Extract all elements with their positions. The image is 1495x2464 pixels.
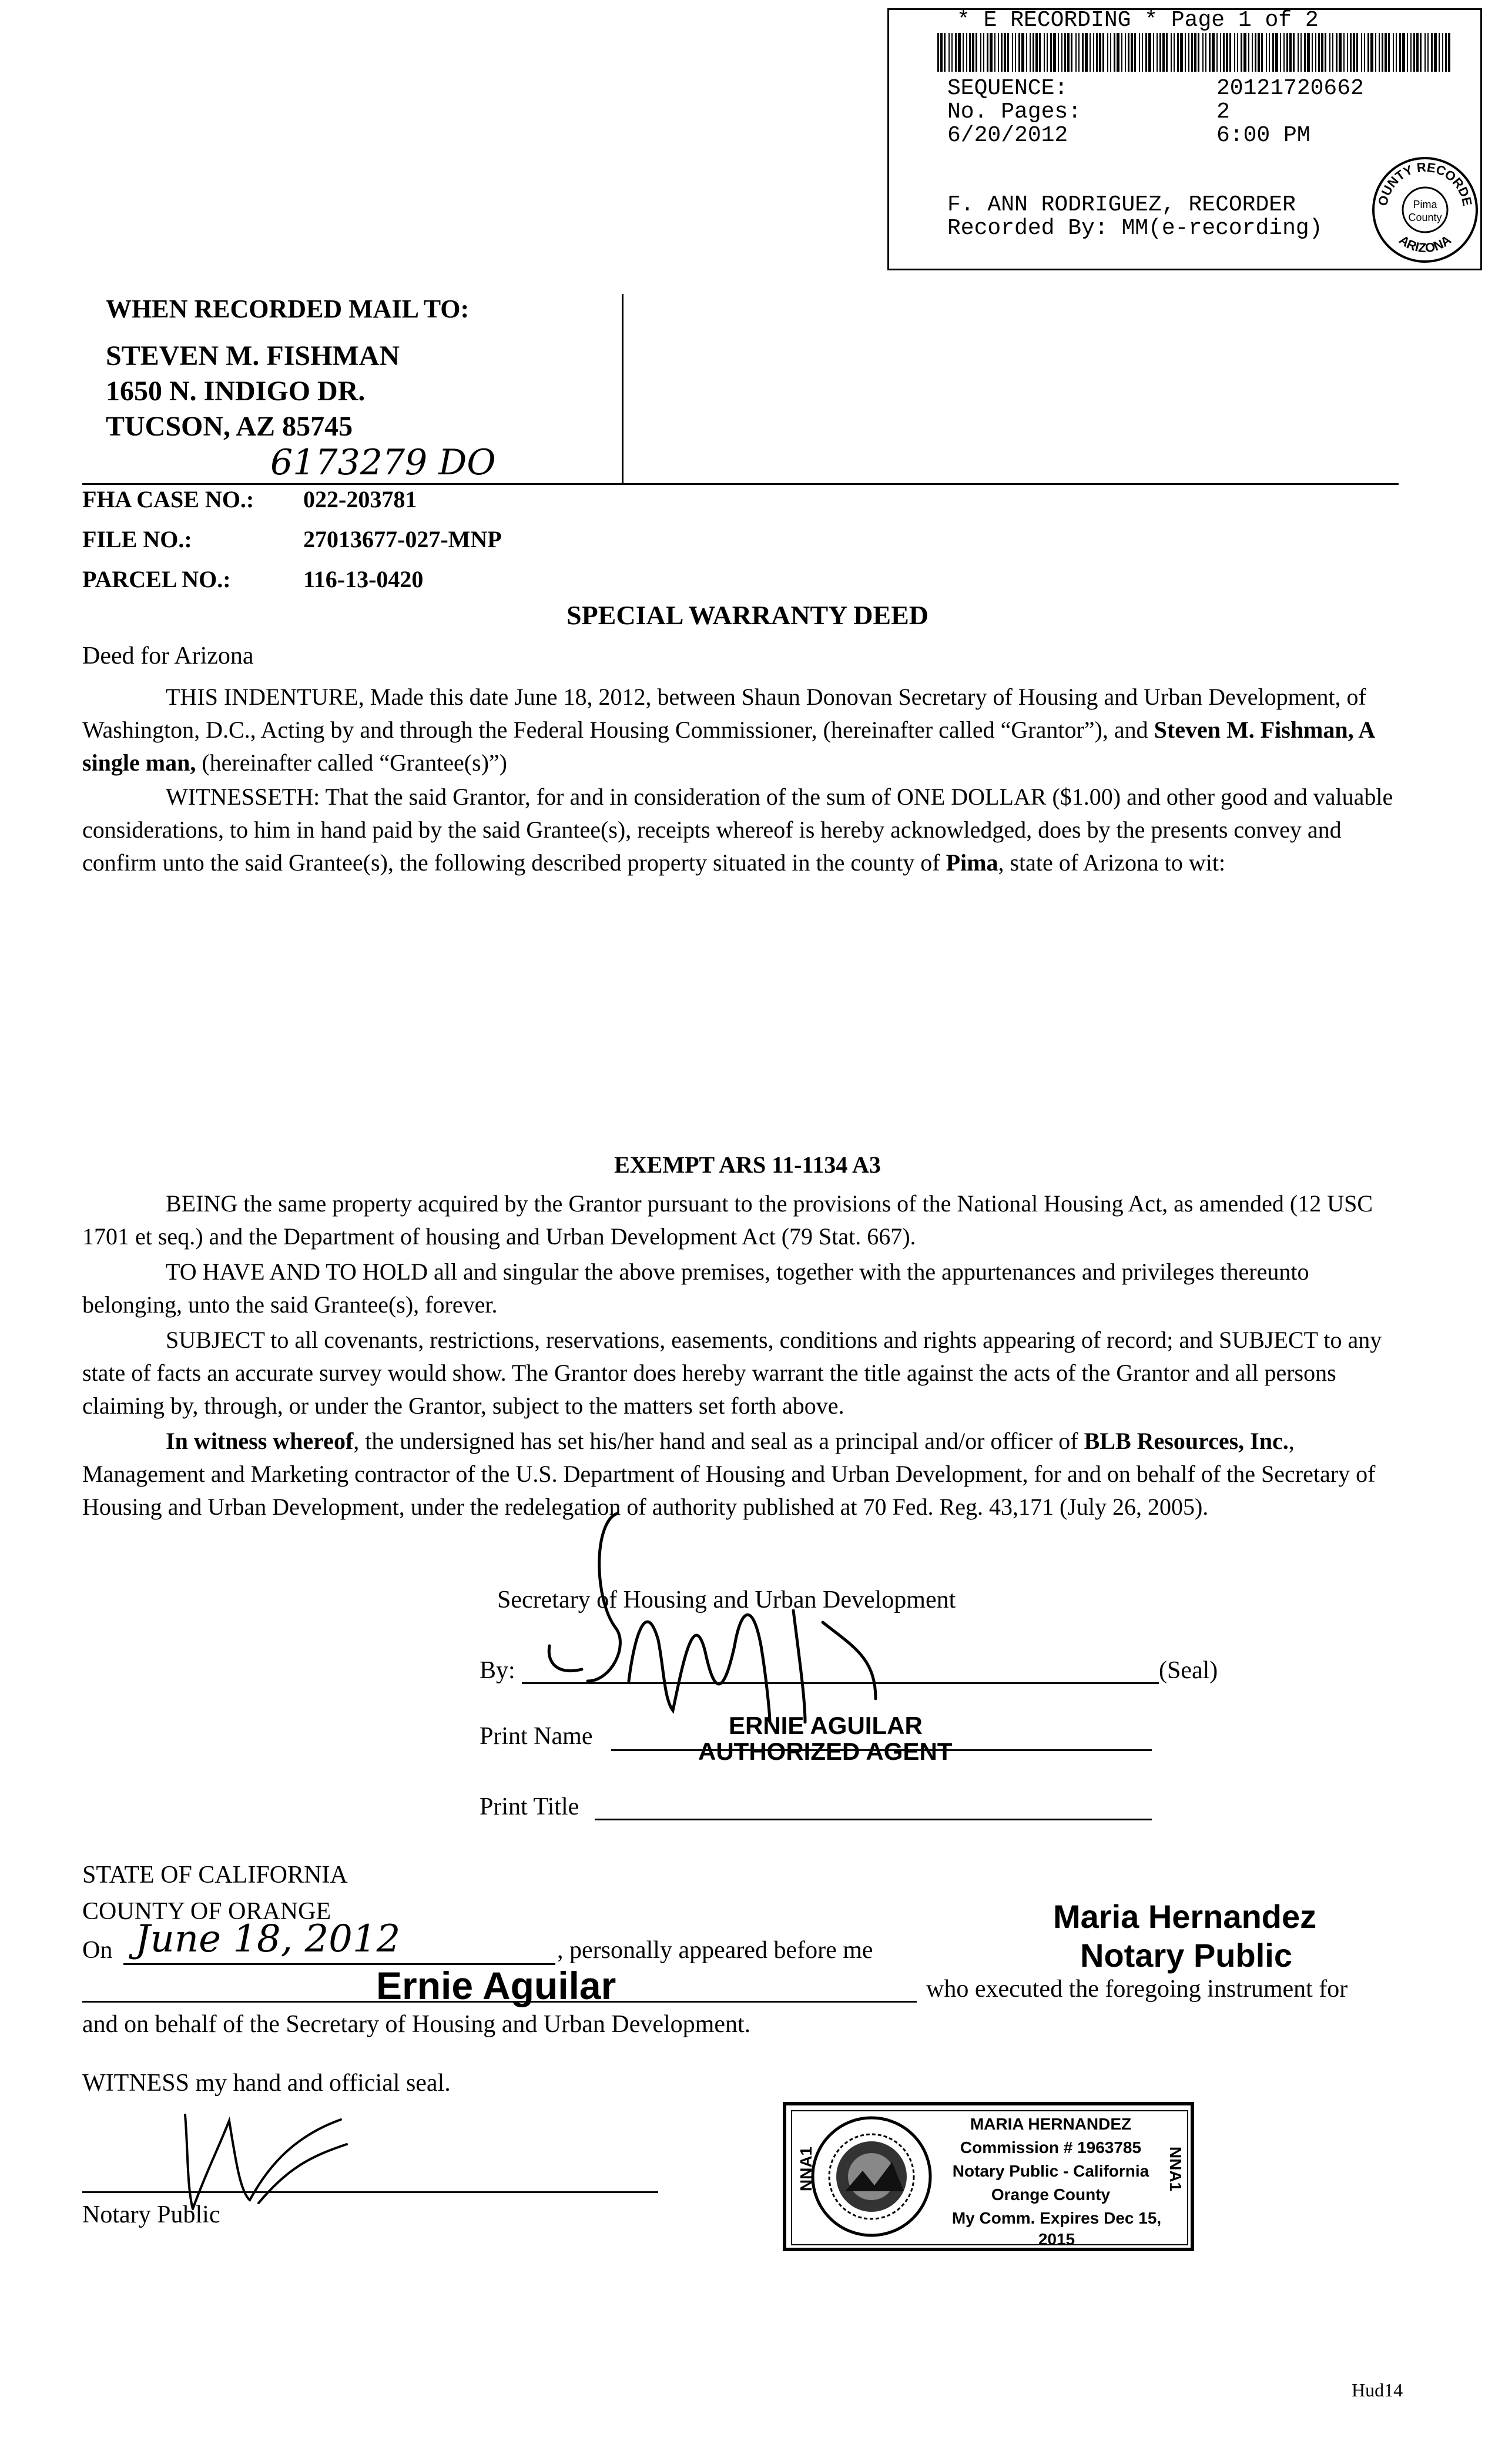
barcode-bar: [1293, 33, 1295, 72]
county-name: Pima: [946, 849, 998, 876]
barcode-bar: [1385, 33, 1387, 72]
barcode-bar: [1269, 33, 1270, 72]
barcode-bar: [1202, 33, 1204, 72]
grantee-name: Steven M. Fishman, A single man,: [82, 717, 1375, 776]
barcode-bar: [1229, 33, 1231, 72]
barcode-bar: [987, 33, 988, 72]
barcode-bar: [1416, 33, 1419, 72]
barcode-bar: [944, 33, 946, 72]
barcode-bar: [1180, 33, 1183, 72]
witnesseth-text-1: WITNESSETH: That the said Grantor, for and in consideration of the sum of ONE DOLLAR ($1.00) and other good and valuable considerations, to him in hand paid by the said Grantee(s), receipts whereof is hereby acknowledged, does by the presents convey and confirm unto the said Grantee(s), the following described property situated in the county of: [82, 784, 1393, 876]
print-name-stamp-line2: AUTHORIZED AGENT: [698, 1737, 953, 1765]
notary-seal-edge-right: NNA1: [1166, 2146, 1185, 2192]
mail-to-rule: [82, 483, 1399, 485]
barcode-bar: [1413, 33, 1415, 72]
barcode-bar: [1356, 33, 1358, 72]
barcode-bar: [1121, 33, 1122, 72]
barcode-bar: [1039, 33, 1041, 72]
barcode-bar: [1252, 33, 1253, 72]
barcode-bar: [1134, 33, 1136, 72]
print-name-stamp-line1: ERNIE AGUILAR: [729, 1712, 923, 1739]
barcode-bar: [1434, 33, 1437, 72]
barcode-bar: [1420, 33, 1422, 72]
barcode-bar: [1237, 33, 1238, 72]
barcode-bar: [1223, 33, 1225, 72]
recorded-time: 6:00 PM: [1216, 123, 1310, 148]
barcode-bar: [1448, 33, 1450, 72]
barcode-bar: [1117, 33, 1119, 72]
indenture-paragraph: [82, 681, 1410, 779]
sequence-value: 20121720662: [1216, 76, 1364, 101]
barcode-bar: [969, 33, 971, 72]
barcode-bar: [1064, 33, 1066, 72]
form-code: Hud14: [1352, 2379, 1403, 2401]
recorded-date: 6/20/2012: [947, 123, 1068, 148]
barcode-bar: [1439, 33, 1440, 72]
in-witness-text-1: , the undersigned has set his/her hand and seal as a principal and/or officer of: [353, 1428, 1084, 1454]
barcode-bar: [1035, 33, 1038, 72]
notary-on-label: On: [82, 1937, 113, 1964]
barcode-bar: [972, 33, 974, 72]
svg-text:ARIZONA: [1396, 232, 1454, 255]
barcode-bar: [963, 33, 964, 72]
barcode-bar: [1125, 33, 1126, 72]
mail-to-name: STEVEN M. FISHMAN: [106, 340, 400, 371]
barcode-bar: [1315, 33, 1316, 72]
barcode-bar: [1191, 33, 1193, 72]
barcode-bar: [1030, 33, 1031, 72]
barcode-bar: [966, 33, 967, 72]
secretary-line: Secretary of Housing and Urban Development: [497, 1586, 956, 1613]
barcode-bar: [1272, 33, 1274, 72]
fha-case-value: 022-203781: [303, 486, 417, 513]
barcode-bar: [1145, 33, 1147, 72]
barcode-bar: [1226, 33, 1228, 72]
barcode-bar: [1198, 33, 1199, 72]
sequence-label: SEQUENCE:: [947, 76, 1068, 101]
barcode-bar: [1148, 33, 1151, 72]
barcode-bar: [955, 33, 957, 72]
barcode-bar: [1220, 33, 1221, 72]
barcode-bar: [1289, 33, 1292, 72]
file-no-value: 27013677-027-MNP: [303, 526, 502, 553]
notary-person-stamp: Ernie Aguilar: [376, 1964, 616, 2007]
barcode-bar: [1427, 33, 1429, 72]
barcode-bar: [1399, 33, 1401, 72]
barcode-bar: [1061, 33, 1062, 72]
notary-state: STATE OF CALIFORNIA: [82, 1862, 348, 1889]
barcode-bar: [1248, 33, 1249, 72]
barcode-bar: [1177, 33, 1179, 72]
barcode-bar: [1431, 33, 1433, 72]
barcode-bar: [1370, 33, 1373, 72]
seal-label: (Seal): [1159, 1657, 1218, 1684]
seal-bottom-text: ARIZONA: [1396, 232, 1454, 256]
barcode-bar: [1053, 33, 1056, 72]
barcode-bar: [1286, 33, 1288, 72]
agent-signature: [547, 1505, 923, 1728]
barcode-bar: [1142, 33, 1143, 72]
barcode-bar: [1096, 33, 1098, 72]
barcode-bar: [1402, 33, 1405, 72]
barcode-bar: [1243, 33, 1246, 72]
barcode-bar: [1261, 33, 1263, 72]
notary-appeared: , personally appeared before me: [557, 1937, 873, 1964]
barcode-image: [937, 33, 1454, 72]
barcode-bar: [1312, 33, 1313, 72]
seal-top-text: OUNTY RECORDE: [1375, 159, 1475, 207]
subject-paragraph: SUBJECT to all covenants, restrictions, reservations, easements, conditions and rights appearing of record; and SUBJECT to any state of facts an accurate survey would show. The Grantor does hereby warrant the title against the acts of the Grantor and all persons claiming by, through, or under the Grantor, subject to the matters set forth above.: [82, 1327, 1382, 1419]
barcode-bar: [1174, 33, 1175, 72]
mail-to-street: 1650 N. INDIGO DR.: [106, 376, 366, 407]
barcode-bar: [1332, 33, 1333, 72]
barcode-bar: [1353, 33, 1355, 72]
barcode-bar: [1139, 33, 1140, 72]
notary-county: COUNTY OF ORANGE: [82, 1898, 331, 1925]
barcode-bar: [1082, 33, 1084, 72]
barcode-bar: [1339, 33, 1342, 72]
barcode-bar: [990, 33, 993, 72]
barcode-bar: [1026, 33, 1027, 72]
barcode-bar: [1280, 33, 1281, 72]
in-witness-bold: In witness whereof: [166, 1428, 354, 1454]
barcode-bar: [980, 33, 981, 72]
barcode-bar: [1004, 33, 1006, 72]
being-paragraph: BEING the same property acquired by the Grantor pursuant to the provisions of the National Housing Act, as amended (12 USC 1701 et seq.) and the Department of housing and Urban Development Act (79 Stat. 667).: [82, 1190, 1373, 1250]
by-label: By:: [480, 1657, 515, 1684]
barcode-bar: [1078, 33, 1080, 72]
barcode-bar: [1033, 33, 1034, 72]
notary-seal-expires: My Comm. Expires Dec 15, 2015: [951, 2209, 1162, 2248]
indenture-text-2: (hereinafter called “Grantee(s)”): [196, 749, 507, 776]
barcode-bar: [1131, 33, 1133, 72]
barcode-bar: [940, 33, 943, 72]
barcode-bar: [1075, 33, 1077, 72]
barcode-bar: [1329, 33, 1330, 72]
barcode-bar: [1350, 33, 1352, 72]
county-seal: [1369, 154, 1481, 266]
notary-seal-commission: Commission # 1963785: [960, 2138, 1142, 2157]
recorded-by: Recorded By: MM(e-recording): [947, 216, 1323, 241]
notary-public-label: Notary Public: [82, 2201, 220, 2228]
barcode-bar: [1001, 33, 1003, 72]
barcode-bar: [1188, 33, 1189, 72]
notary-behalf: and on behalf of the Secretary of Housing and Urban Development.: [82, 2011, 751, 2038]
parcel-no-value: 116-13-0420: [303, 566, 424, 592]
barcode-bar: [1336, 33, 1338, 72]
barcode-bar: [1361, 33, 1362, 72]
notary-seal-county: Orange County: [991, 2185, 1111, 2204]
deed-title: SPECIAL WARRANTY DEED: [566, 600, 928, 630]
barcode-bar: [1382, 33, 1383, 72]
barcode-bar: [1194, 33, 1196, 72]
in-witness-text-2: , Management and Marketing contractor of the U.S. Department of Housing and Urban Development, for and on behalf of the Secretary of Housing and Urban Development, under the redelegation of authority published at 70 Fed. Reg. 43,171 (July 26, 2005).: [82, 1428, 1376, 1520]
barcode-bar: [1241, 33, 1242, 72]
barcode-bar: [1216, 33, 1218, 72]
barcode-bar: [1090, 33, 1091, 72]
notary-signature-line: [82, 2191, 658, 2193]
barcode-bar: [1110, 33, 1111, 72]
notary-seal-title: Notary Public - California: [952, 2162, 1149, 2180]
barcode-bar: [1283, 33, 1285, 72]
barcode-bar: [1157, 33, 1158, 72]
barcode-bar: [1209, 33, 1211, 72]
barcode-bar: [1445, 33, 1447, 72]
barcode-bar: [1367, 33, 1369, 72]
barcode-bar: [1050, 33, 1052, 72]
barcode-bar: [1347, 33, 1348, 72]
indenture-text-1: THIS INDENTURE, Made this date June 18, 2012, between Shaun Donovan Secretary of Housing and Urban Development, of Washington, D.C., Acting by and through the Federal Housing Commissioner, (hereinafter called “Grantor”), and: [82, 684, 1366, 743]
barcode-bar: [1275, 33, 1278, 72]
barcode-bar: [1099, 33, 1101, 72]
mail-to-divider: [622, 294, 624, 485]
barcode-bar: [1085, 33, 1088, 72]
barcode-bar: [1234, 33, 1235, 72]
barcode-bar: [1205, 33, 1206, 72]
barcode-bar: [951, 33, 953, 72]
notary-stamp-title: Notary Public: [1080, 1937, 1292, 1974]
barcode-bar: [1159, 33, 1161, 72]
file-no-label: FILE NO.:: [82, 526, 192, 553]
notary-handwritten-date: June 18, 2012: [135, 1917, 401, 1961]
pages-label: No. Pages:: [947, 99, 1082, 125]
barcode-bar: [1343, 33, 1345, 72]
barcode-bar: [1007, 33, 1009, 72]
barcode-bar: [1325, 33, 1326, 72]
barcode-bar: [1153, 33, 1154, 72]
barcode-bar: [948, 33, 950, 72]
barcode-bar: [1212, 33, 1215, 72]
exempt-line: EXEMPT ARS 11-1134 A3: [614, 1151, 881, 1178]
barcode-bar: [1424, 33, 1426, 72]
barcode-bar: [1379, 33, 1380, 72]
handwritten-reference: 6173279 DO: [270, 442, 496, 483]
barcode-bar: [1258, 33, 1260, 72]
barcode-bar: [1015, 33, 1016, 72]
barcode-bar: [1067, 33, 1070, 72]
barcode-bar: [1388, 33, 1390, 72]
barcode-bar: [1410, 33, 1412, 72]
notary-seal-name: MARIA HERNANDEZ: [970, 2115, 1132, 2133]
barcode-bar: [1107, 33, 1108, 72]
pages-value: 2: [1216, 99, 1230, 125]
barcode-bar: [1442, 33, 1443, 72]
barcode-bar: [976, 33, 977, 72]
seal-center-line2: County: [1408, 212, 1442, 223]
barcode-bar: [994, 33, 995, 72]
barcode-bar: [1407, 33, 1408, 72]
barcode-bar: [958, 33, 961, 72]
barcode-bar: [1266, 33, 1267, 72]
barcode-bar: [1128, 33, 1129, 72]
barcode-bar: [1393, 33, 1394, 72]
barcode-bar: [1114, 33, 1115, 72]
california-state-seal: [810, 2115, 933, 2238]
fha-case-label: FHA CASE NO.:: [82, 486, 254, 513]
recorder-name: F. ANN RODRIGUEZ, RECORDER: [947, 192, 1296, 217]
barcode-bar: [1021, 33, 1024, 72]
barcode-bar: [1255, 33, 1256, 72]
barcode-bar: [1300, 33, 1302, 72]
witnesseth-text-2: , state of Arizona to wit:: [998, 849, 1226, 876]
print-title-label: Print Title: [480, 1793, 579, 1820]
barcode-bar: [1012, 33, 1013, 72]
barcode-bar: [1047, 33, 1048, 72]
barcode-bar: [1093, 33, 1094, 72]
barcode-bar: [1318, 33, 1320, 72]
barcode-bar: [1162, 33, 1165, 72]
notary-seal: [783, 2102, 1194, 2251]
barcode-bar: [1321, 33, 1323, 72]
barcode-bar: [998, 33, 999, 72]
seal-center-line1: Pima: [1413, 199, 1437, 210]
witnesseth-paragraph: [82, 781, 1410, 879]
barcode-bar: [937, 33, 939, 72]
barcode-bar: [1058, 33, 1059, 72]
notary-witness: WITNESS my hand and official seal.: [82, 2070, 451, 2097]
barcode-bar: [1307, 33, 1310, 72]
barcode-bar: [1071, 33, 1072, 72]
barcode-bar: [1185, 33, 1186, 72]
barcode-bar: [1102, 33, 1104, 72]
barcode-bar: [1018, 33, 1020, 72]
barcode-bar: [1375, 33, 1376, 72]
parcel-no-label: PARCEL NO.:: [82, 566, 231, 592]
barcode-bar: [1044, 33, 1045, 72]
county-seal-graphic: [1369, 154, 1481, 266]
barcode-bar: [1166, 33, 1168, 72]
barcode-bar: [1396, 33, 1397, 72]
blb-resources-bold: BLB Resources, Inc.: [1084, 1428, 1289, 1454]
barcode-bar: [1304, 33, 1306, 72]
deed-subtitle: Deed for Arizona: [82, 642, 254, 669]
barcode-bar: [983, 33, 984, 72]
recording-header: * E RECORDING * Page 1 of 2: [957, 8, 1319, 33]
barcode-bar: [1171, 33, 1172, 72]
notary-seal-edge-left: NNA1: [797, 2146, 815, 2192]
notary-stamp-name: Maria Hernandez: [1053, 1898, 1317, 1935]
barcode-bar: [1298, 33, 1299, 72]
barcode-bar: [1364, 33, 1365, 72]
notary-executed: who executed the foregoing instrument for: [926, 1976, 1348, 2003]
mail-to-heading: WHEN RECORDED MAIL TO:: [106, 294, 470, 323]
to-have-paragraph: TO HAVE AND TO HOLD all and singular the above premises, together with the appurtenances and privileges thereunto belonging, unto the said Grantee(s), forever.: [82, 1258, 1309, 1318]
mail-to-city: TUCSON, AZ 85745: [106, 411, 353, 442]
print-title-line: [595, 1819, 1152, 1820]
print-name-label: Print Name: [480, 1723, 593, 1750]
notary-signature: [170, 2103, 358, 2215]
